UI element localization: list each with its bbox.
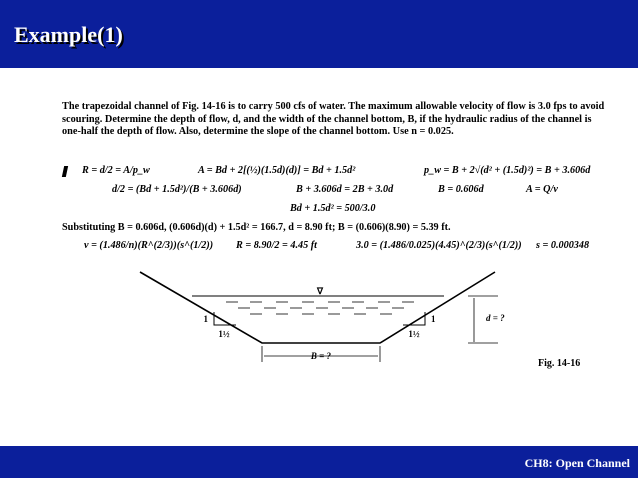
eq-area-value: Bd + 1.5d² = 500/3.0 <box>290 203 376 214</box>
problem-statement: The trapezoidal channel of Fig. 14-16 is to carry 500 cfs of water. The maximum allowable velocity of flow is 3.0 fps to avoid scouring. Determine the depth of flow, d, and the width of the channel bottom, B, if the hydraulic radius of the channel is one-half the depth of flow. Also, determine the slope of the channel bottom. Use n = 0.025. <box>62 101 605 138</box>
depth-label: d = ? <box>486 313 505 323</box>
eq-manning: v = (1.486/n)(R^(2/3))(s^(1/2)) <box>84 240 214 251</box>
right-slope-vertical-label: 1 <box>431 314 436 324</box>
eq-r-value: R = 8.90/2 = 4.45 ft <box>236 240 317 251</box>
eq-continuity: A = Q/v <box>526 184 558 195</box>
eq-b-result: B = 0.606d <box>438 184 484 195</box>
left-slope-vertical-label: 1 <box>203 314 208 324</box>
slide-title: Example(1) <box>14 22 123 47</box>
eq-area: A = Bd + 2[(½)(1.5d)(d)] = Bd + 1.5d² <box>198 165 356 176</box>
eq-slope-result: s = 0.000348 <box>536 240 590 251</box>
eq-hydraulic-radius: R = d/2 = A/p_w <box>82 165 150 176</box>
right-slope-horizontal-label: 1½ <box>408 329 420 339</box>
eq-substitution: Substituting B = 0.606d, (0.606d)(d) + 1.5d² = 166.7, d = 8.90 ft; B = (0.606)(8.90) = 5.39 ft. <box>62 222 451 233</box>
left-slope-horizontal-label: 1½ <box>218 329 230 339</box>
footer-label: CH8: Open Channel <box>524 456 630 470</box>
channel-outline <box>140 272 495 343</box>
eq-simplify: B + 3.606d = 2B + 3.0d <box>296 184 394 195</box>
eq-ratio: d/2 = (Bd + 1.5d²)/(B + 3.606d) <box>112 184 242 195</box>
water-level-icon: ∇ <box>316 286 324 296</box>
left-slope-triangle <box>214 312 236 325</box>
water-hatch <box>226 302 414 314</box>
eq-wetted-perimeter: p_w = B + 2√(d² + (1.5d)²) = B + 3.606d <box>424 165 591 176</box>
bottom-width-label: B = ? <box>310 351 332 361</box>
eq-slope-calc: 3.0 = (1.486/0.025)(4.45)^(2/3)(s^(1/2)) <box>356 240 522 251</box>
right-slope-triangle <box>403 312 425 325</box>
figure-caption: Fig. 14-16 <box>538 358 581 369</box>
